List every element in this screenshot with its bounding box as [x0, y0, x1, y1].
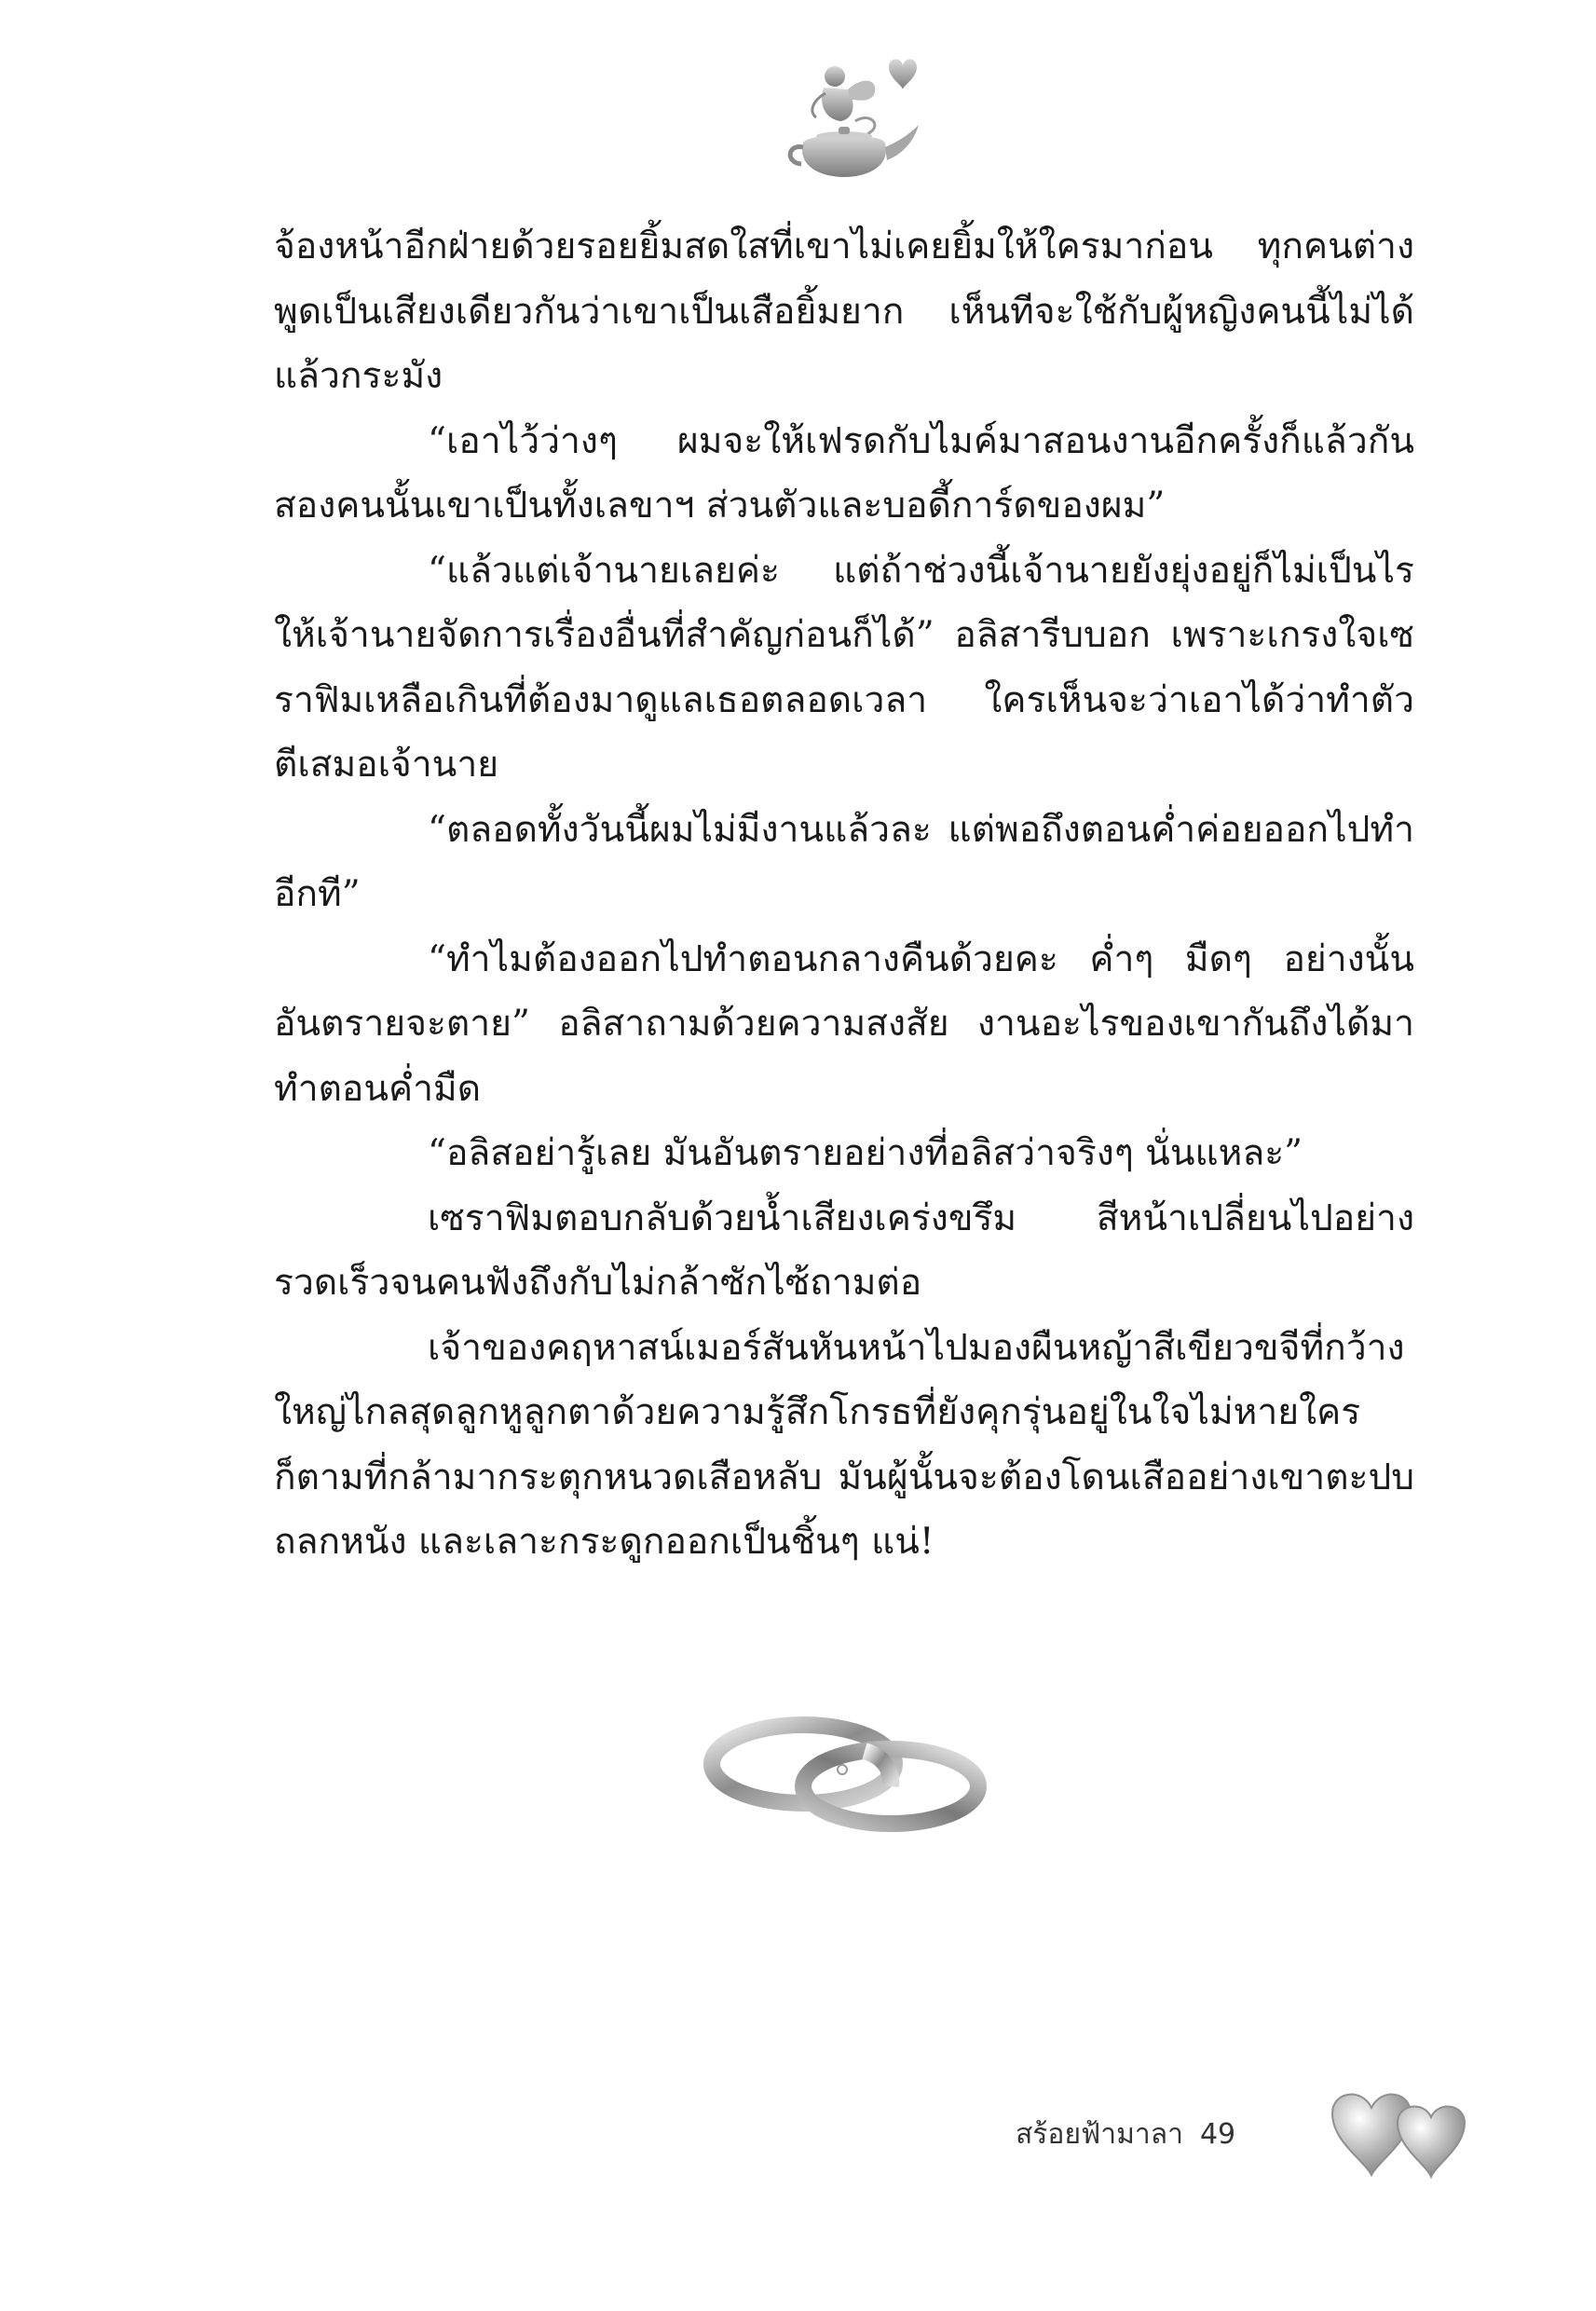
paragraph: จ้องหน้าอีกฝ่ายด้วยรอยยิ้มสดใสที่เขาไม่เคยยิ้มให้ใครมาก่อน ทุกคนต่างพูดเป็นเสียงเดียวกันว่าเขาเป็นเสือยิ้มยาก เห็นทีจะใช้กับผู้หญิงคนนี้ไม่ได้แล้วกระมัง — [274, 226, 1414, 397]
hearts-icon — [1323, 2085, 1481, 2188]
book-title: สร้อยฟ้ามาลา — [1016, 2117, 1183, 2151]
body-text — [274, 214, 1414, 1575]
paragraph: “เอาไว้ว่างๆ ผมจะให้เฟรดกับไมค์มาสอนงานอีกครั้งก็แล้วกัน สองคนนั้นเขาเป็นทั้งเลขาฯ ส่วนตัวและบอดี้การ์ดของผม” — [274, 419, 1414, 526]
page-footer — [1016, 2106, 1235, 2162]
cupid-teapot-ornament-icon — [751, 47, 937, 186]
page-number: 49 — [1199, 2117, 1236, 2151]
paragraph: “ทำไมต้องออกไปทำตอนกลางคืนด้วยคะ ค่ำๆ มืดๆ อย่างนั้นอันตรายจะตาย” อลิสาถามด้วยความสงสัย งานอะไรของเขากันถึงได้มาทำตอนค่ำมืด — [274, 937, 1414, 1110]
paragraph: “แล้วแต่เจ้านายเลยค่ะ แต่ถ้าช่วงนี้เจ้านายยังยุ่งอยู่ก็ไม่เป็นไร ให้เจ้านายจัดการเรื่องอื่นที่สำคัญก่อนก็ได้” อลิสารีบบอก เพราะเกรงใจเซราฟิมเหลือเกินที่ต้องมาดูแลเธอตลอดเวลา ใครเห็นจะว่าเอาได้ว่าทำตัวตีเสมอเจ้านาย — [274, 549, 1414, 786]
paragraph: “ตลอดทั้งวันนี้ผมไม่มีงานแล้วละ แต่พอถึงตอนค่ำค่อยออกไปทำอีกที” — [274, 808, 1414, 915]
paragraph: เซราฟิมตอบกลับด้วยน้ำเสียงเคร่งขรึม สีหน้าเปลี่ยนไปอย่างรวดเร็วจนคนฟังถึงกับไม่กล้าซักไซ้ถามต่อ — [274, 1197, 1414, 1304]
paragraph: เจ้าของคฤหาสน์เมอร์สันหันหน้าไปมองผืนหญ้าสีเขียวขจีที่กว้างใหญ่ไกลสุดลูกหูลูกตาด้วยความรู้สึกโกรธที่ยังคุกรุ่นอยู่ในใจไม่หายใครก็ตามที่กล้ามากระตุกหนวดเสือหลับ มันผู้นั้นจะต้องโดนเสืออย่างเขาตะปบ ถลกหนัง และเลาะกระดูกออกเป็นชิ้นๆ แน่! — [274, 1326, 1414, 1563]
paragraph: “อลิสอย่ารู้เลย มันอันตรายอย่างที่อลิสว่าจริงๆ นั่นแหละ” — [428, 1132, 1303, 1174]
wedding-rings-icon — [701, 1710, 989, 1836]
